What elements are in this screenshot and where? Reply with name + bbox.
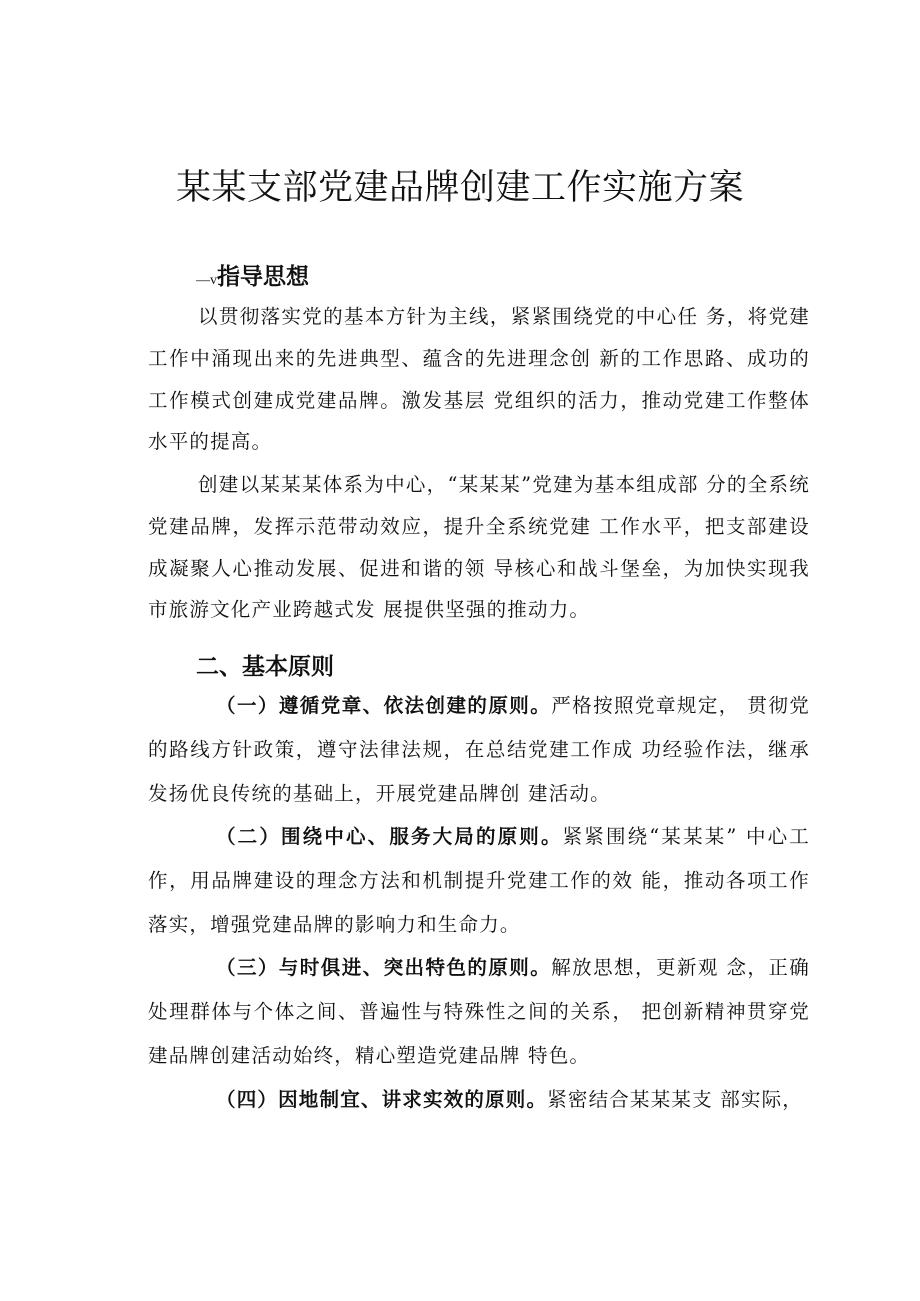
principle-body: 解放思想，更新观 念，正确处理群体与个体之间、普遍性与特殊性之间的关系， 把创新精神贯穿党建品牌创建活动始终，精心塑造党建品牌 特色。 <box>148 956 810 1067</box>
principle-lead: （一）遵循党章、依法创建的原则。 <box>216 694 552 717</box>
section-heading-basic-principles: 二、基本原则 <box>196 654 334 680</box>
principle-lead: （四）因地制宜、讲求实效的原则。 <box>216 1088 548 1111</box>
principle-item-2 <box>148 815 810 947</box>
section-heading-guiding-thought <box>196 258 309 291</box>
document-title: 某某支部党建品牌创建工作实施方案 <box>175 168 744 208</box>
principle-body: 紧紧围绕“某某某” 中心工作，用品牌建设的理念方法和机制提升党建工作的效 能，推动各项工作落实，增强党建品牌的影响力和生命力。 <box>148 825 810 936</box>
principle-lead: （三）与时俱进、突出特色的原则。 <box>216 956 552 979</box>
principle-item-4 <box>148 1078 810 1122</box>
principle-item-3 <box>148 946 810 1078</box>
principle-lead: （二）围绕中心、服务大局的原则。 <box>216 825 563 848</box>
heading-prefix: —v <box>196 273 217 288</box>
principle-item-1 <box>148 684 810 816</box>
principle-body: 紧密结合某某某支 部实际， <box>547 1088 804 1111</box>
paragraph-guiding-1: 以贯彻落实党的基本方针为主线，紧紧围绕党的中心任 务，将党建工作中涌现出来的先进典型、蕴含的先进理念创 新的工作思路、成功的工作模式创建成党建品牌。激发基层 党组织的活力，推动党建工作整体水平的提高。 <box>148 305 810 454</box>
paragraph-guiding-2: 创建以某某某体系为中心，“某某某”党建为基本组成部 分的全系统党建品牌，发挥示范带动效应，提升全系统党建 工作水平，把支部建设成凝聚人心推动发展、促进和谐的领 导核心和战斗堡垒，为加快实现我市旅游文化产业跨越式发 展提供坚强的推动力。 <box>148 473 810 622</box>
principle-body: 严格按照党章规定， 贯彻党的路线方针政策，遵守法律法规，在总结党建工作成 功经验作法，继承发扬优良传统的基础上，开展党建品牌创 建活动。 <box>148 694 810 805</box>
heading-text: 指导思想 <box>217 264 309 290</box>
